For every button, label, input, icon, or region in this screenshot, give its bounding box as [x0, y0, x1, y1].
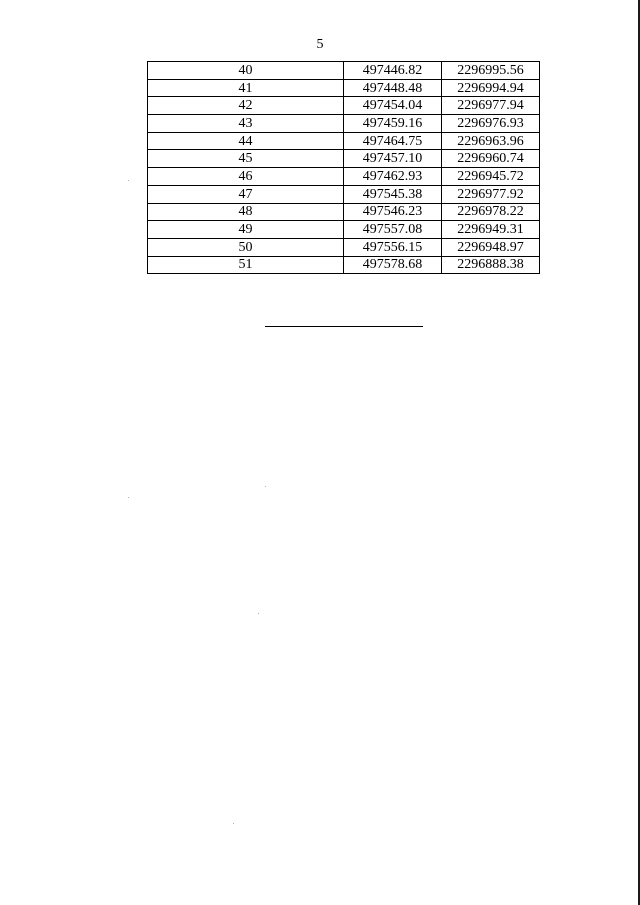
x-coordinate-cell: 497462.93: [344, 168, 442, 186]
table-row: [148, 185, 540, 203]
y-coordinate-cell: 2296963.96: [442, 132, 540, 150]
point-number-cell: 46: [148, 168, 344, 186]
table-row: [148, 221, 540, 239]
x-coordinate-cell: 497446.82: [344, 62, 442, 80]
point-number-cell: 41: [148, 79, 344, 97]
point-number-cell: 45: [148, 150, 344, 168]
table-row: [148, 132, 540, 150]
y-coordinate-cell: 2296976.93: [442, 115, 540, 133]
table-row: [148, 203, 540, 221]
y-coordinate-cell: 2296977.94: [442, 97, 540, 115]
y-coordinate-cell: 2296948.97: [442, 238, 540, 256]
coordinates-table: [147, 61, 540, 274]
table-row: [148, 115, 540, 133]
point-number-cell: 47: [148, 185, 344, 203]
point-number-cell: 49: [148, 221, 344, 239]
point-number-cell: 48: [148, 203, 344, 221]
y-coordinate-cell: 2296977.92: [442, 185, 540, 203]
y-coordinate-cell: 2296994.94: [442, 79, 540, 97]
table-row: [148, 97, 540, 115]
point-number-cell: 50: [148, 238, 344, 256]
point-number-cell: 42: [148, 97, 344, 115]
y-coordinate-cell: 2296945.72: [442, 168, 540, 186]
scan-speck: [258, 613, 259, 614]
scan-speck: [265, 486, 266, 487]
x-coordinate-cell: 497545.38: [344, 185, 442, 203]
point-number-cell: 43: [148, 115, 344, 133]
x-coordinate-cell: 497457.10: [344, 150, 442, 168]
x-coordinate-cell: 497464.75: [344, 132, 442, 150]
table-row: [148, 150, 540, 168]
x-coordinate-cell: 497556.15: [344, 238, 442, 256]
x-coordinate-cell: 497557.08: [344, 221, 442, 239]
table-row: [148, 238, 540, 256]
x-coordinate-cell: 497448.48: [344, 79, 442, 97]
scan-speck: [233, 823, 234, 824]
coordinates-table-body: [148, 62, 540, 274]
table-row: [148, 62, 540, 80]
y-coordinate-cell: 2296978.22: [442, 203, 540, 221]
x-coordinate-cell: 497459.16: [344, 115, 442, 133]
point-number-cell: 51: [148, 256, 344, 274]
x-coordinate-cell: 497546.23: [344, 203, 442, 221]
scan-speck: [128, 180, 129, 181]
point-number-cell: 40: [148, 62, 344, 80]
x-coordinate-cell: 497578.68: [344, 256, 442, 274]
point-number-cell: 44: [148, 132, 344, 150]
table-row: [148, 79, 540, 97]
table-row: [148, 168, 540, 186]
scan-speck: [128, 497, 129, 498]
y-coordinate-cell: 2296960.74: [442, 150, 540, 168]
page-number: 5: [316, 37, 324, 52]
y-coordinate-cell: 2296888.38: [442, 256, 540, 274]
end-of-document-line: [265, 326, 423, 327]
x-coordinate-cell: 497454.04: [344, 97, 442, 115]
table-row: [148, 256, 540, 274]
y-coordinate-cell: 2296949.31: [442, 221, 540, 239]
y-coordinate-cell: 2296995.56: [442, 62, 540, 80]
